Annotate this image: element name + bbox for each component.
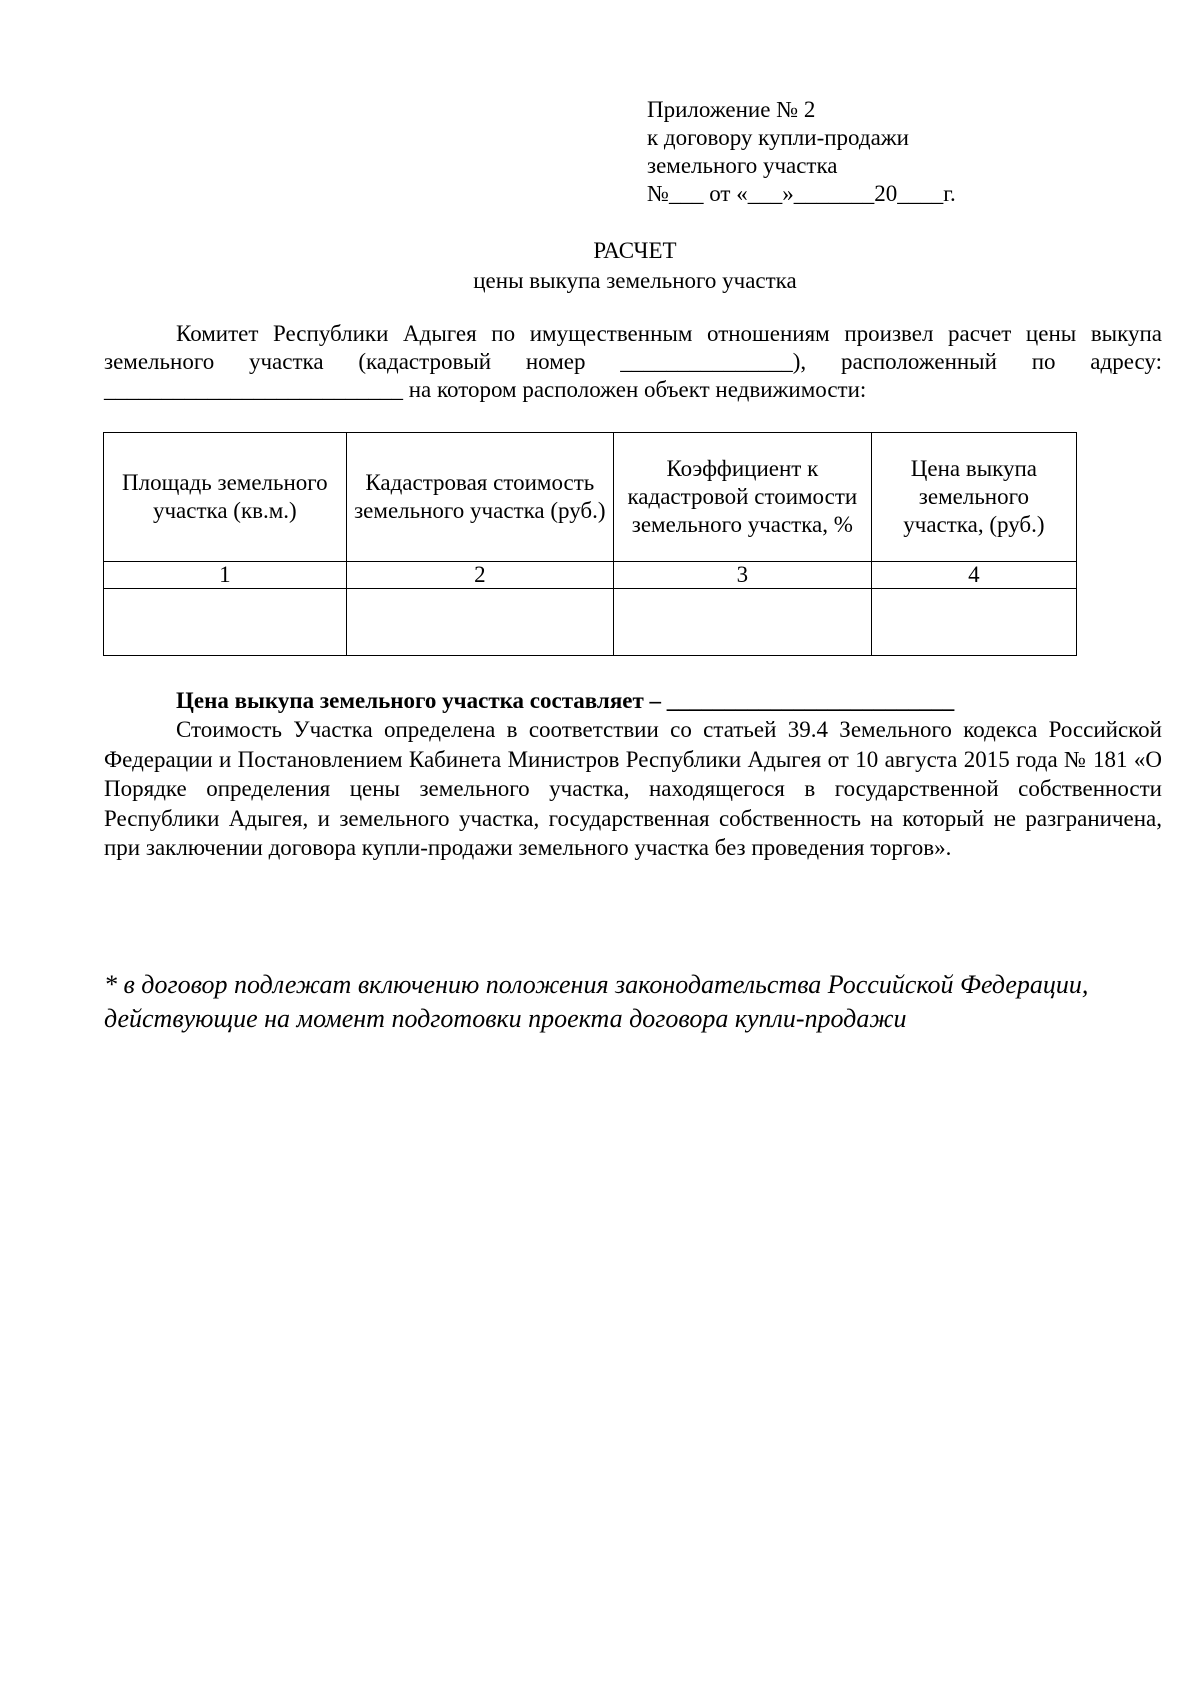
- appendix-subject: земельного участка: [647, 153, 838, 178]
- header-buyout-price: Цена выкупа земельного участка, (руб.): [871, 433, 1076, 562]
- title-heading: РАСЧЕТ: [593, 238, 677, 263]
- appendix-contract-number-date: №___ от «___»_______20____г.: [647, 181, 956, 206]
- intro-paragraph: [104, 320, 1162, 404]
- table-cell: [104, 589, 347, 656]
- table-header-row: [104, 433, 1077, 562]
- appendix-contract-ref: к договору купли-продажи: [647, 125, 909, 150]
- table-row: [104, 589, 1077, 656]
- legal-basis-paragraph: Стоимость Участка определена в соответствии со статьей 39.4 Земельного кодекса Российской Федерации и Постановлением Кабинета Министров Республики Адыгея от 10 августа 2015 года № 181 «О Порядке определения цены земельного участка, находящегося в государственной собственности Республики Адыгея, и земельного участка, государственная собственность на который не разграничена, при заключении договора купли-продажи земельного участка без проведения торгов».: [104, 717, 1162, 860]
- title-subheading: цены выкупа земельного участка: [473, 268, 797, 293]
- column-number: 1: [104, 562, 347, 589]
- table-column-numbers-row: [104, 562, 1077, 589]
- appendix-number: Приложение № 2: [647, 97, 816, 122]
- header-cadastral-value: Кадастровая стоимость земельного участка (руб.): [346, 433, 613, 562]
- header-coefficient: Коэффициент к кадастровой стоимости земельного участка, %: [613, 433, 871, 562]
- intro-line-3: __________________________ на котором расположен объект недвижимости:: [104, 377, 867, 402]
- document-title: [0, 236, 1200, 296]
- column-number: 4: [871, 562, 1076, 589]
- intro-line-1: Комитет Республики Адыгея по имущественным отношениям произвел расчет цены выкупа: [176, 321, 1162, 346]
- table-cell: [613, 589, 871, 656]
- column-number: 3: [613, 562, 871, 589]
- header-area: Площадь земельного участка (кв.м.): [104, 433, 347, 562]
- footnote-line-2: действующие на момент подготовки проекта договора купли-продажи: [104, 1004, 907, 1033]
- footnote-line-1: * в договор подлежат включению положения законодательства Российской Федерации,: [104, 970, 1089, 999]
- table-cell: [346, 589, 613, 656]
- appendix-header: [647, 96, 956, 208]
- table-cell: [871, 589, 1076, 656]
- buyout-price-line: Цена выкупа земельного участка составляет – _________________________: [176, 688, 955, 713]
- column-number: 2: [346, 562, 613, 589]
- footnote: [104, 968, 1184, 1036]
- intro-line-2: земельного участка (кадастровый номер _______________), расположенный по адресу:: [104, 349, 1162, 374]
- calculation-table: [103, 432, 1077, 656]
